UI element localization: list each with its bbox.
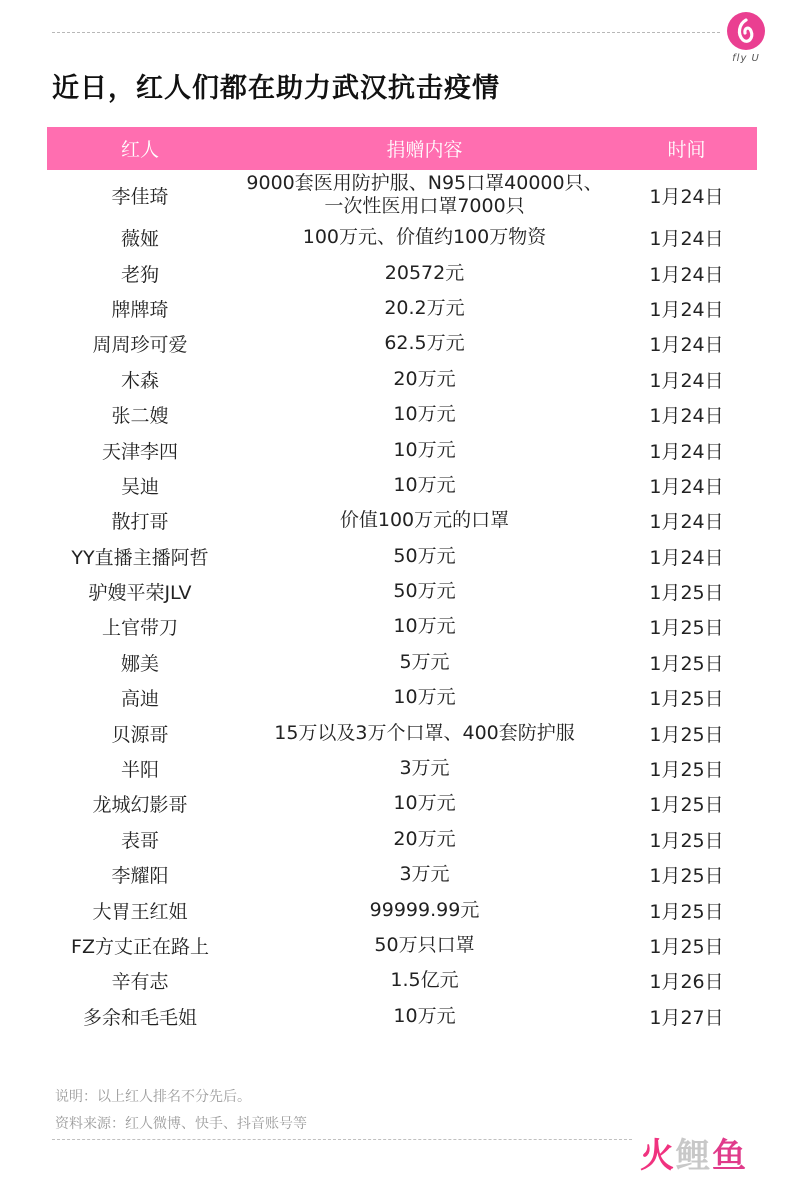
table-row [47,432,757,467]
cell-content: 20万元 [393,827,456,850]
cell-name: 薇娅 [120,228,159,251]
cell-content: 价值100万元的口罩 [339,509,510,532]
cell-content: 10万元 [393,615,456,638]
cell-name: FZ方丈正在路上 [71,936,209,958]
table-row [47,786,757,821]
logo-mark-icon [727,12,765,50]
header-date: 时间 [667,139,706,161]
cell-content: 10万元 [393,438,456,461]
page-title: 近日，红人们都在助力武汉抗击疫情 [52,73,500,104]
bottom-divider [52,1139,632,1140]
cell-name: 散打哥 [111,511,169,534]
cell-content: 10万元 [393,403,456,426]
cell-date: 1月24日 [649,185,724,208]
table-row [47,892,757,927]
header-name: 红人 [120,139,159,161]
cell-date: 1月24日 [649,511,724,534]
cell-content: 10万元 [393,473,456,496]
cell-name: 牌牌琦 [111,298,169,321]
cell-content: 50万元 [393,580,456,603]
cell-date: 1月25日 [649,900,724,923]
cell-name: 天津李四 [101,440,178,463]
donation-table [47,127,757,1034]
cell-date: 1月25日 [649,759,724,782]
watermark-logo [640,1128,800,1176]
table-row [47,255,757,290]
footnote-note: 说明：以上红人排名不分先后。 [55,1089,251,1105]
cell-name: 李耀阳 [111,865,169,888]
cell-date: 1月25日 [649,723,724,746]
cell-name: 大胃王红姐 [92,900,188,923]
cell-name: 高迪 [120,688,159,711]
cell-name: 上官带刀 [101,617,178,640]
cell-name: 老狗 [120,263,159,286]
cell-content: 50万元 [393,544,456,567]
table-row [47,220,757,255]
cell-name: 吴迪 [120,475,159,498]
brand-logo [722,12,770,68]
cell-date: 1月24日 [649,546,724,569]
cell-content: 20万元 [393,367,456,390]
cell-name: 辛有志 [111,971,169,994]
cell-content: 3万元 [399,757,450,780]
cell-name: 木森 [120,369,159,392]
cell-date: 1月25日 [649,794,724,817]
cell-name: 娜美 [120,652,159,675]
table-row [47,715,757,750]
cell-date: 1月24日 [649,369,724,392]
table-row [47,680,757,715]
cell-date: 1月25日 [649,652,724,675]
cell-content: 10万元 [393,1004,456,1027]
cell-name: YY直播主播阿哲 [71,546,209,569]
cell-content: 20.2万元 [384,296,465,319]
cell-date: 1月24日 [649,405,724,428]
cell-content: 1.5亿元 [390,969,459,992]
cell-date: 1月25日 [649,582,724,605]
cell-name: 周周珍可爱 [92,334,188,357]
logo-text: fly U [732,53,760,64]
footnote-source: 资料来源：红人微博、快手、抖音账号等 [55,1116,307,1132]
cell-date: 1月24日 [649,475,724,498]
cell-date: 1月25日 [649,936,724,958]
cell-content: 50万只口罩 [374,934,475,956]
table-row [47,822,757,857]
table-row [47,928,757,963]
footnotes [55,1084,307,1138]
cell-name: 龙城幻影哥 [92,794,188,817]
cell-date: 1月25日 [649,829,724,852]
cell-name: 李佳琦 [111,185,169,208]
table-row [47,751,757,786]
table-row [47,963,757,998]
table-body [47,170,757,1034]
cell-date: 1月24日 [649,334,724,357]
cell-date: 1月24日 [649,298,724,321]
cell-date: 1月24日 [649,440,724,463]
cell-name: 表哥 [120,829,159,852]
cell-content: 20572元 [384,261,465,284]
table-row [47,362,757,397]
table-row [47,503,757,538]
cell-content-line: 一次性医用口罩7000只 [324,195,525,217]
cell-content [233,172,616,218]
cell-date: 1月27日 [649,1006,724,1029]
cell-date: 1月25日 [649,617,724,640]
table-row [47,397,757,432]
cell-name: 多余和毛毛姐 [82,1006,197,1029]
table-row [47,574,757,609]
cell-content: 100万元、价值约100万物资 [302,226,547,249]
table-row [47,609,757,644]
watermark-char-2: 鲤 [676,1136,712,1176]
cell-date: 1月24日 [649,228,724,251]
cell-date: 1月24日 [649,263,724,286]
watermark-char-1: 火 [640,1136,676,1176]
cell-date: 1月25日 [649,688,724,711]
cell-date: 1月25日 [649,865,724,888]
cell-content: 15万以及3万个口罩、400套防护服 [274,721,575,744]
table-row [47,539,757,574]
cell-content: 10万元 [393,686,456,709]
table-row [47,170,757,220]
cell-name: 贝源哥 [111,723,169,746]
watermark-char-3: 鱼 [712,1136,748,1176]
table-row [47,645,757,680]
table-row [47,999,757,1034]
cell-content: 99999.99元 [369,898,480,921]
cell-name: 驴嫂平荣JLV [88,582,192,605]
cell-name: 半阳 [120,759,159,782]
cell-content: 62.5万元 [384,332,465,355]
top-divider [52,32,720,33]
table-row [47,326,757,361]
table-row [47,291,757,326]
cell-content: 10万元 [393,792,456,815]
table-row [47,468,757,503]
table-row [47,857,757,892]
cell-content-line: 9000套医用防护服、N95口罩40000只、 [246,172,603,194]
cell-name: 张二嫂 [111,405,169,428]
cell-content: 5万元 [399,650,450,673]
table-header [47,127,757,170]
header-content: 捐赠内容 [386,139,463,161]
cell-content: 3万元 [399,863,450,886]
cell-date: 1月26日 [649,971,724,994]
